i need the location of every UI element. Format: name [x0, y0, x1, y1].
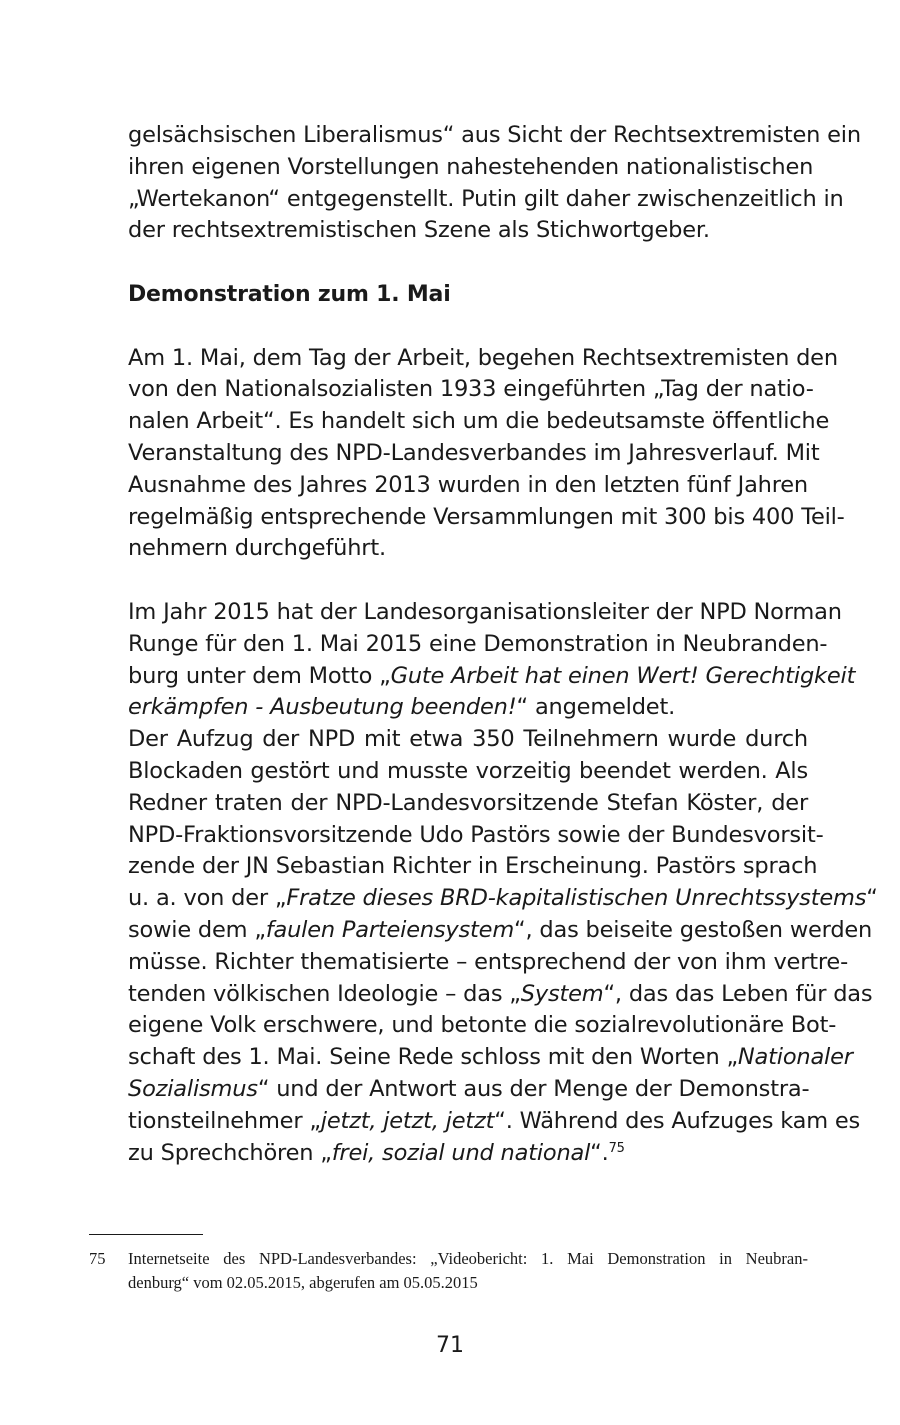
quote-italic: frei, sozial und national [331, 1139, 591, 1166]
text-span: “, das beiseite gestoßen werden [514, 916, 873, 943]
text-line: ihren eigenen Vorstellungen nahestehenden nationalistischen [128, 153, 814, 180]
paragraph-march [128, 724, 878, 1169]
text-line: von den Nationalsozialisten 1933 eingeführten „Tag der natio- [128, 376, 814, 403]
footnote-line: denburg“ vom 02.05.2015, abgerufen am 05.05.2015 [128, 1273, 478, 1292]
text-line [128, 1106, 861, 1138]
text-line: der rechtsextremistischen Szene als Stichwortgeber. [128, 217, 710, 244]
text-line [128, 915, 873, 947]
text-span: tenden völkischen Ideologie – das „ [128, 980, 521, 1007]
text-line: „Wertekanon“ entgegenstellt. Putin gilt daher zwischenzeitlich in [128, 185, 844, 212]
text-line [128, 883, 878, 915]
text-line [128, 1074, 808, 1106]
quote-italic: Sozialismus [128, 1075, 258, 1102]
quote-italic: Fratze dieses BRD-kapitalistischen Unrechtssystems [286, 885, 867, 912]
text-line: eigene Volk erschwere, und betonte die sozialrevolutionäre Bot- [128, 1012, 837, 1039]
paragraph-registration [128, 597, 856, 724]
text-span: “. [590, 1139, 609, 1166]
text-span: “ angemeldet. [516, 694, 676, 721]
text-line: gelsächsischen Liberalismus“ aus Sicht der Rechtsextremisten ein [128, 122, 861, 148]
text-line: regelmäßig entsprechende Versammlungen mit 300 bis 400 Teil- [128, 503, 845, 530]
text-line [128, 1042, 853, 1074]
text-line: Runge für den 1. Mai 2015 eine Demonstration in Neubranden- [128, 630, 828, 657]
footnote-text [128, 1247, 808, 1295]
intro-paragraph [128, 120, 861, 247]
text-line: Redner traten der NPD-Landesvorsitzende Stefan Köster, der [128, 789, 808, 816]
text-line: Ausnahme des Jahres 2013 wurden in den letzten fünf Jahren [128, 471, 808, 498]
text-line: Blockaden gestört und musste vorzeitig beendet werden. Als [128, 757, 808, 784]
quote-italic: erkämpfen - Ausbeutung beenden! [128, 694, 517, 721]
paragraph-may-day [128, 343, 845, 566]
footnote [89, 1247, 808, 1295]
text-span: burg unter dem Motto „ [128, 662, 391, 689]
section-heading: Demonstration zum 1. Mai [128, 281, 451, 307]
text-span: “ [866, 885, 878, 912]
quote-italic: faulen Parteiensystem [265, 916, 515, 943]
quote-italic: Nationaler [737, 1044, 853, 1071]
text-span: “, das das Leben für das [603, 980, 873, 1007]
text-line: nehmern durchgeführt. [128, 535, 386, 562]
text-line: müsse. Richter thematisierte – entsprechend der von ihm vertre- [128, 948, 848, 975]
quote-italic: jetzt, jetzt, jetzt [320, 1107, 495, 1134]
quote-italic: Gute Arbeit hat einen Wert! Gerechtigkeit [390, 662, 856, 689]
page-body [128, 120, 878, 1169]
text-line [128, 979, 873, 1011]
text-span: “ und der Antwort aus der Menge der Demonstra- [257, 1075, 810, 1102]
text-line: NPD-Fraktionsvorsitzende Udo Pastörs sowie der Bundesvorsit- [128, 821, 824, 848]
text-span: sowie dem „ [128, 916, 266, 943]
footnote-reference[interactable]: 75 [608, 1140, 625, 1156]
text-line [128, 1138, 808, 1170]
text-span: schaft des 1. Mai. Seine Rede schloss mit den Worten „ [128, 1044, 738, 1071]
text-span: u. a. von der „ [128, 885, 287, 912]
text-span: tionsteilnehmer „ [128, 1107, 321, 1134]
text-span: “. Während des Aufzuges kam es [494, 1107, 861, 1134]
page-number: 71 [436, 1333, 464, 1358]
text-line [128, 661, 856, 693]
footnote-number: 75 [89, 1249, 106, 1268]
text-span: zu Sprechchören „ [128, 1139, 332, 1166]
footnote-line: Internetseite des NPD-Landesverbandes: „Videobericht: 1. Mai Demonstration in Neubran- [128, 1249, 808, 1268]
text-line: zende der JN Sebastian Richter in Erscheinung. Pastörs sprach [128, 853, 818, 880]
text-line: Am 1. Mai, dem Tag der Arbeit, begehen Rechtsextremisten den [128, 344, 838, 371]
text-line [128, 692, 808, 724]
quote-italic: System [520, 980, 604, 1007]
footnote-divider [89, 1234, 203, 1235]
text-line: Der Aufzug der NPD mit etwa 350 Teilnehmern wurde durch [128, 726, 808, 753]
text-line: Veranstaltung des NPD-Landesverbandes im Jahresverlauf. Mit [128, 439, 820, 466]
text-line: nalen Arbeit“. Es handelt sich um die bedeutsamste öffentliche [128, 408, 830, 435]
text-line: Im Jahr 2015 hat der Landesorganisationsleiter der NPD Norman [128, 598, 842, 625]
